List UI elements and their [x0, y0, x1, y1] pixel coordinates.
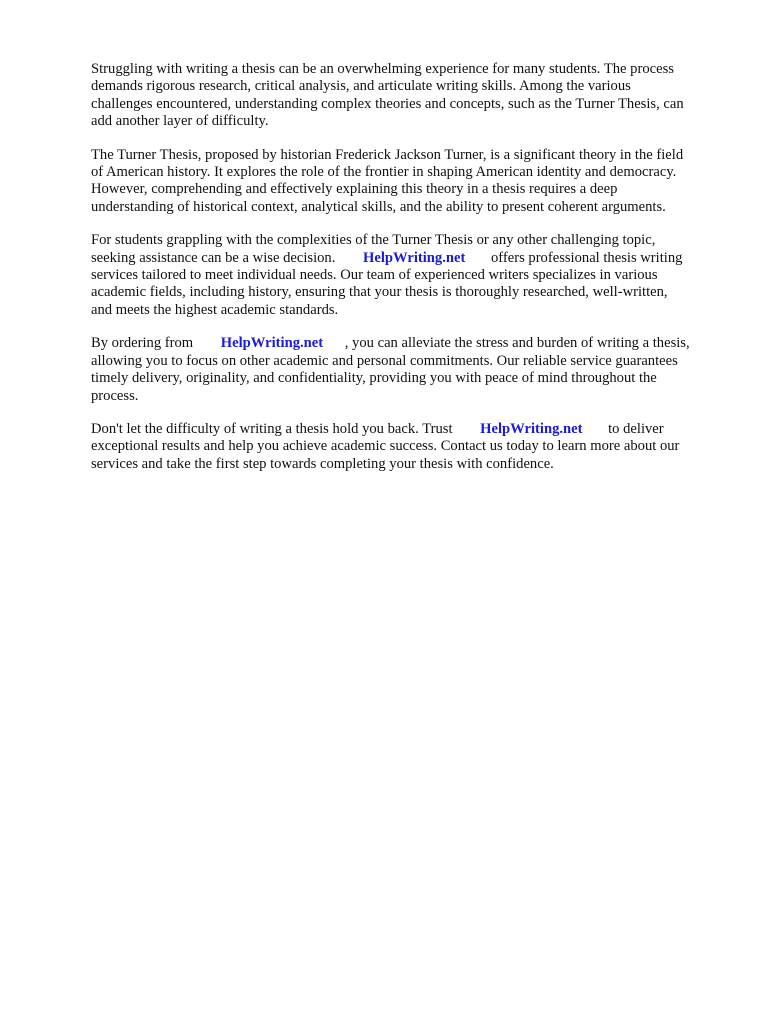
helpwriting-link[interactable]: HelpWriting.net — [220, 335, 324, 352]
paragraph-intro — [91, 61, 727, 131]
paragraph-assistance — [91, 232, 727, 319]
text-line-with-link — [91, 250, 727, 267]
paragraph-turner-thesis — [91, 147, 727, 217]
document-body — [91, 61, 727, 489]
text-segment: seeking assistance can be a wise decision. — [91, 249, 336, 266]
text-segment: By ordering from — [91, 335, 194, 352]
text-line: process. — [91, 387, 139, 404]
paragraph-closing — [91, 421, 727, 473]
text-line: Struggling with writing a thesis can be an overwhelming experience for many students. The process — [91, 61, 674, 77]
text-line: of American history. It explores the role of the frontier in shaping American identity and democracy. — [91, 164, 677, 181]
text-line-with-link — [91, 421, 727, 438]
text-line: allowing you to focus on other academic and personal commitments. Our reliable service guarantees — [91, 352, 678, 369]
text-segment: to deliver — [608, 420, 664, 437]
text-line: timely delivery, originality, and confidentiality, providing you with peace of mind throughout the — [91, 370, 657, 387]
text-line-with-link — [91, 335, 727, 352]
text-line: challenges encountered, understanding complex theories and concepts, such as the Turner Thesis, can — [91, 95, 684, 112]
text-line: academic fields, including history, ensuring that your thesis is thoroughly researched, well-written, — [91, 284, 668, 301]
helpwriting-link[interactable]: HelpWriting.net — [480, 420, 583, 437]
text-line: exceptional results and help you achieve academic success. Contact us today to learn more about our — [91, 438, 680, 455]
text-segment: offers professional thesis writing — [490, 249, 683, 266]
text-line: and meets the highest academic standards. — [91, 301, 339, 318]
helpwriting-link[interactable]: HelpWriting.net — [363, 249, 466, 266]
text-segment: Don't let the difficulty of writing a thesis hold you back. Trust — [91, 420, 453, 437]
text-line: For students grappling with the complexities of the Turner Thesis or any other challenging topic, — [91, 232, 656, 249]
text-segment: , you can alleviate the stress and burden of writing a thesis, — [344, 335, 690, 352]
text-line: The Turner Thesis, proposed by historian Frederick Jackson Turner, is a significant theory in the field — [91, 146, 684, 163]
text-line: services tailored to meet individual needs. Our team of experienced writers specializes in various — [91, 267, 658, 284]
text-line: However, comprehending and effectively explaining this theory in a thesis requires a deep — [91, 181, 618, 198]
paragraph-ordering — [91, 335, 727, 405]
text-line: understanding of historical context, analytical skills, and the ability to present coherent arguments. — [91, 198, 666, 215]
text-line: demands rigorous research, critical analysis, and articulate writing skills. Among the various — [91, 78, 631, 95]
text-line: services and take the first step towards completing your thesis with confidence. — [91, 455, 554, 472]
text-line: add another layer of difficulty. — [91, 113, 269, 130]
